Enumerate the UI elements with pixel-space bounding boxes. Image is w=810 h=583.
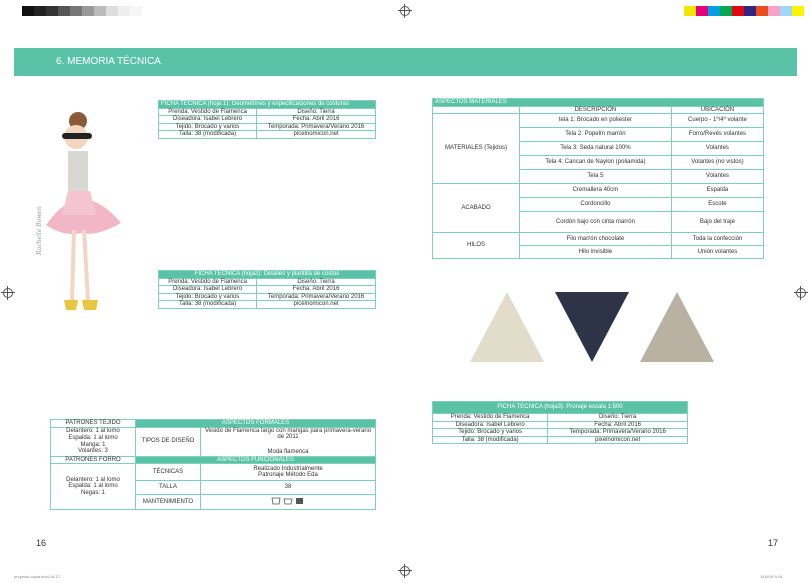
tech-sheet-1 [158, 100, 376, 139]
group-materials: MATERIALES (Tejidos) [433, 114, 520, 184]
tech-sheet-3-title: FICHA TECNICA (hoja3): Pronaje escala 1:500 [433, 402, 688, 414]
fabric-swatch-linen [470, 292, 544, 362]
functional-label: TALLA [136, 481, 201, 495]
table-cell: Tela 4: Cancan de Naylon (poliamida) [520, 156, 672, 170]
page-number-right: 17 [768, 538, 779, 548]
formal-text: Vesido de Flamenca largo con mangas para primavera-verano de 2011 [204, 427, 372, 441]
table-cell: Diseño: Tierra [257, 108, 376, 116]
table-cell: Bajo del traje [671, 212, 763, 233]
table-cell: picelnomicon.net [257, 301, 376, 309]
slug-left: proyecto copia.indd 16-17 [14, 574, 61, 579]
table-cell: Fecha: Abril 2016 [257, 116, 376, 124]
registration-mark-left [3, 288, 13, 298]
fashion-illustration [26, 105, 136, 325]
table-cell: pixelnomicon.net [548, 436, 688, 444]
table-cell: Volantes [671, 170, 763, 184]
slug-right: 14/6/16 9:16 [760, 574, 783, 579]
materials-table [432, 98, 764, 259]
table-cell: Forro/Revés volantes [671, 128, 763, 142]
table-cell: Volantes [671, 142, 763, 156]
functional-value: Realizado Industrialmente Patronaje Método Eda [201, 464, 376, 481]
tech-sheet-1-title: FICHA TECNICA (hoja 1): Geometrines y especificaciones de costuras [159, 101, 376, 109]
tech-sheet-3 [432, 401, 688, 444]
functional-label: TÉCNICAS [136, 464, 201, 481]
page-number-left: 16 [36, 538, 47, 548]
table-cell: Fecha: Abril 2016 [548, 421, 688, 429]
table-cell: Temporada: Primavera/Verano 2016 [257, 293, 376, 301]
table-cell: Talla: 38 (modificada) [433, 436, 548, 444]
color-bar [684, 6, 804, 16]
table-cell: Diseadora: Isabel Lebrero [159, 116, 257, 124]
table-cell: Tela 5 [520, 170, 672, 184]
registration-mark-right [796, 288, 806, 298]
functional-label: MANTENIMIENTO [136, 495, 201, 510]
table-cell: Cordón bajo con cinta marrón [520, 212, 672, 233]
table-cell [433, 106, 520, 114]
table-cell: Tejido: Brocado y varios [433, 429, 548, 437]
table-cell: picelnomicon.net [257, 131, 376, 139]
table-cell: Cremallera 40cm [520, 184, 672, 198]
functional-value: 38 [201, 481, 376, 495]
tech-sheet-2 [158, 270, 376, 309]
functional-title: ASPECTOS FUNCIONALES [136, 456, 376, 464]
table-cell: Temporada: Primavera/Verano 2016 [257, 123, 376, 131]
aspects-table [50, 419, 376, 510]
formal-title: ASPECTOS FORMALES [136, 420, 376, 428]
patterns-tejido-text: Delantero: 1 al lomo Espalda: 1 al lomo Manga: 1 Volantes: 3 [51, 427, 136, 456]
table-cell: Hilo invisible [520, 246, 672, 259]
table-cell: Prenda: Vestido de Flamenca [159, 278, 257, 286]
table-cell: Volantes (no vistos) [671, 156, 763, 170]
fabric-swatch-lace [640, 292, 714, 362]
tech-sheet-2-title: FICHA TECNICA (hoja2): Detalles y plantilla de costos [159, 271, 376, 279]
care-icons [201, 495, 376, 510]
table-cell: Talla: 38 (modificada) [159, 131, 257, 139]
table-cell: Tejido: Brocado y varios [159, 293, 257, 301]
registration-mark-bottom [400, 566, 410, 576]
table-cell: Fecha: Abril 2016 [257, 286, 376, 294]
table-cell: Diseño: Tierra [548, 414, 688, 422]
formal-label: TIPOS DE DISEÑO [136, 427, 201, 456]
materials-title: ASPECTOS MATERIALES [433, 99, 764, 107]
table-cell: Cordoncillo [520, 198, 672, 212]
table-cell: Espalda [671, 184, 763, 198]
table-cell: Talla: 38 (modificada) [159, 301, 257, 309]
table-cell: Tela 3: Seda natural 100% [520, 142, 672, 156]
col-description: DESCRIPCIÓN [520, 106, 672, 114]
table-cell: Unión volantes [671, 246, 763, 259]
table-cell: Toda la confección [671, 233, 763, 246]
patterns-forro-title: PATRONES FORRO [51, 456, 136, 464]
formal-text-2: Moda flamenca [267, 448, 309, 455]
table-cell: Cuerpo - 1º/4º volante [671, 114, 763, 128]
table-cell: Filo marrón chocolate [520, 233, 672, 246]
patterns-tejido-title: PATRONES TEJIDO [51, 420, 136, 428]
table-cell: Tejido: Brocado y varios [159, 123, 257, 131]
table-cell: Prenda: Vestido de Flamenca [159, 108, 257, 116]
formal-text-cell [201, 427, 376, 456]
col-location: UBICACIÓN [671, 106, 763, 114]
table-cell: Tela 2: Popelín marrón [520, 128, 672, 142]
table-cell: Diseño: Tierra [257, 278, 376, 286]
group-finish: ACABADO [433, 184, 520, 233]
group-threads: HILOS [433, 233, 520, 259]
table-cell: tela 1: Brocado en poliester [520, 114, 672, 128]
table-cell: Temporada: Primavera/Verano 2016 [548, 429, 688, 437]
section-title: 6. MEMORIA TÉCNICA [56, 56, 161, 67]
table-cell: Diseadora: Isabel Lebrero [433, 421, 548, 429]
table-cell: Prenda: Vestido de Flamenca [433, 414, 548, 422]
gray-scale-bar [22, 6, 142, 16]
table-cell: Diseadora: Isabel Lebrero [159, 286, 257, 294]
registration-mark-top [400, 6, 410, 16]
table-cell: Escote [671, 198, 763, 212]
section-header [14, 48, 797, 76]
illustration-signature: Rachelle Bowen [36, 206, 43, 255]
patterns-forro-text: Delantero: 1 al lomo Espalda: 1 al lomo Negas: 1 [51, 464, 136, 510]
fabric-swatch-denim [555, 292, 629, 362]
